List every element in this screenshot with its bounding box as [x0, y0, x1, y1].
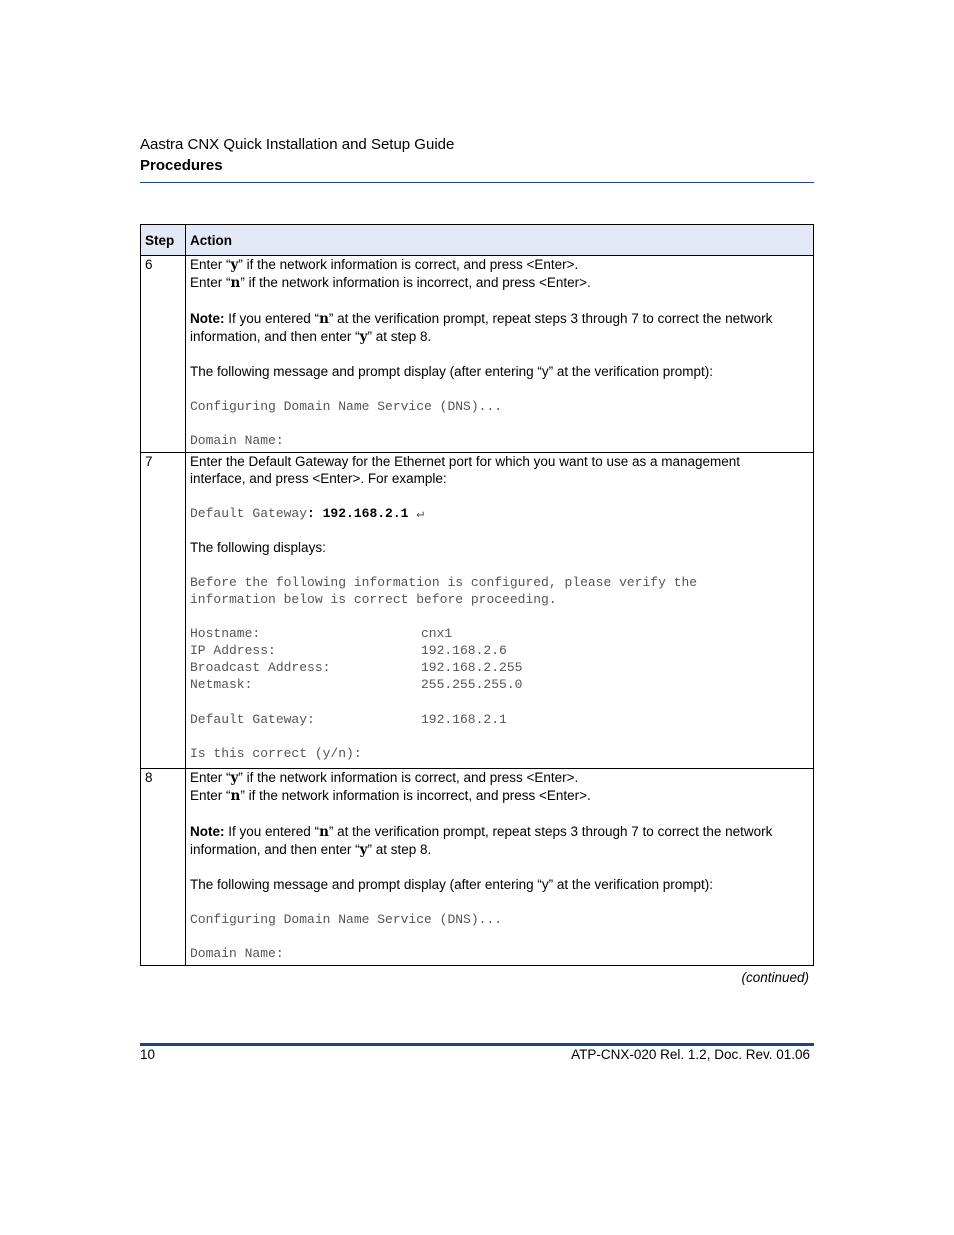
- note-line-1: Note: If you entered “n” at the verification prompt, repeat steps 3 through 7 to correct the network: [190, 310, 773, 327]
- confirm-prompt: Is this correct (y/n):: [190, 746, 362, 761]
- code-configuring: Configuring Domain Name Service (DNS)...: [190, 911, 503, 927]
- step-action: [186, 256, 814, 453]
- footer-divider: [140, 1043, 814, 1046]
- key-y: y: [230, 770, 239, 786]
- table-row: [141, 453, 814, 769]
- code-domain-name: Domain Name:: [190, 433, 284, 448]
- step-number: 6: [141, 256, 186, 453]
- header-action: Action: [186, 225, 814, 256]
- field-hostname: Hostname: cnx1: [190, 626, 453, 641]
- section-title: Procedures: [140, 157, 223, 174]
- page-number: 10: [140, 1047, 156, 1062]
- displays-text: The following displays:: [190, 540, 326, 555]
- table-row: [141, 256, 814, 453]
- key-n: n: [230, 275, 241, 291]
- note-line-2: information, and then enter “y” at step 8.: [190, 328, 432, 345]
- instruction-yes: Enter “y” if the network information is correct, and press <Enter>.: [190, 770, 579, 786]
- step-action: [186, 453, 814, 769]
- code-configuring: Configuring Domain Name Service (DNS)...: [190, 398, 503, 414]
- following-text: The following message and prompt display (after entering “y” at the verification prompt):: [190, 877, 713, 892]
- field-default-gateway: Default Gateway: 192.168.2.1: [190, 711, 507, 727]
- field-netmask: Netmask: 255.255.255.0: [190, 677, 523, 692]
- key-n: n: [230, 788, 241, 804]
- continued-label: (continued): [741, 970, 809, 985]
- instruction-yes: Enter “y” if the network information is correct, and press <Enter>.: [190, 257, 579, 273]
- field-broadcast: Broadcast Address: 192.168.2.255: [190, 660, 523, 675]
- header-step: Step: [141, 225, 186, 256]
- example-gateway: Default Gateway: 192.168.2.1 ↵: [190, 505, 425, 521]
- intro-line-2: interface, and press <Enter>. For example:: [190, 471, 447, 486]
- document-title: Aastra CNX Quick Installation and Setup Guide: [140, 136, 455, 153]
- instruction-no: Enter “n” if the network information is incorrect, and press <Enter>.: [190, 275, 591, 291]
- note-label: Note:: [190, 310, 225, 326]
- instruction-no: Enter “n” if the network information is incorrect, and press <Enter>.: [190, 788, 591, 804]
- following-text: The following message and prompt display (after entering “y” at the verification prompt):: [190, 364, 713, 379]
- verify-line-2: information below is correct before proceeding.: [190, 591, 557, 607]
- code-domain-name: Domain Name:: [190, 946, 284, 961]
- header-divider: [140, 182, 814, 183]
- note-line-2: information, and then enter “y” at step 8.: [190, 841, 432, 858]
- field-ip-address: IP Address: 192.168.2.6: [190, 643, 507, 658]
- enter-key-icon: ↵: [416, 505, 425, 521]
- verify-line-1: Before the following information is configured, please verify the: [190, 574, 698, 590]
- step-action: [186, 769, 814, 966]
- table-row: [141, 769, 814, 966]
- note-line-1: Note: If you entered “n” at the verification prompt, repeat steps 3 through 7 to correct the network: [190, 823, 773, 840]
- step-number: 8: [141, 769, 186, 966]
- procedure-table: [140, 224, 814, 966]
- intro-line-1: Enter the Default Gateway for the Ethernet port for which you want to use as a management: [190, 454, 741, 469]
- key-y: y: [230, 257, 239, 273]
- note-label: Note:: [190, 823, 225, 839]
- table-header-row: [141, 225, 814, 256]
- document-revision: ATP-CNX-020 Rel. 1.2, Doc. Rev. 01.06: [571, 1047, 810, 1062]
- step-number: 7: [141, 453, 186, 769]
